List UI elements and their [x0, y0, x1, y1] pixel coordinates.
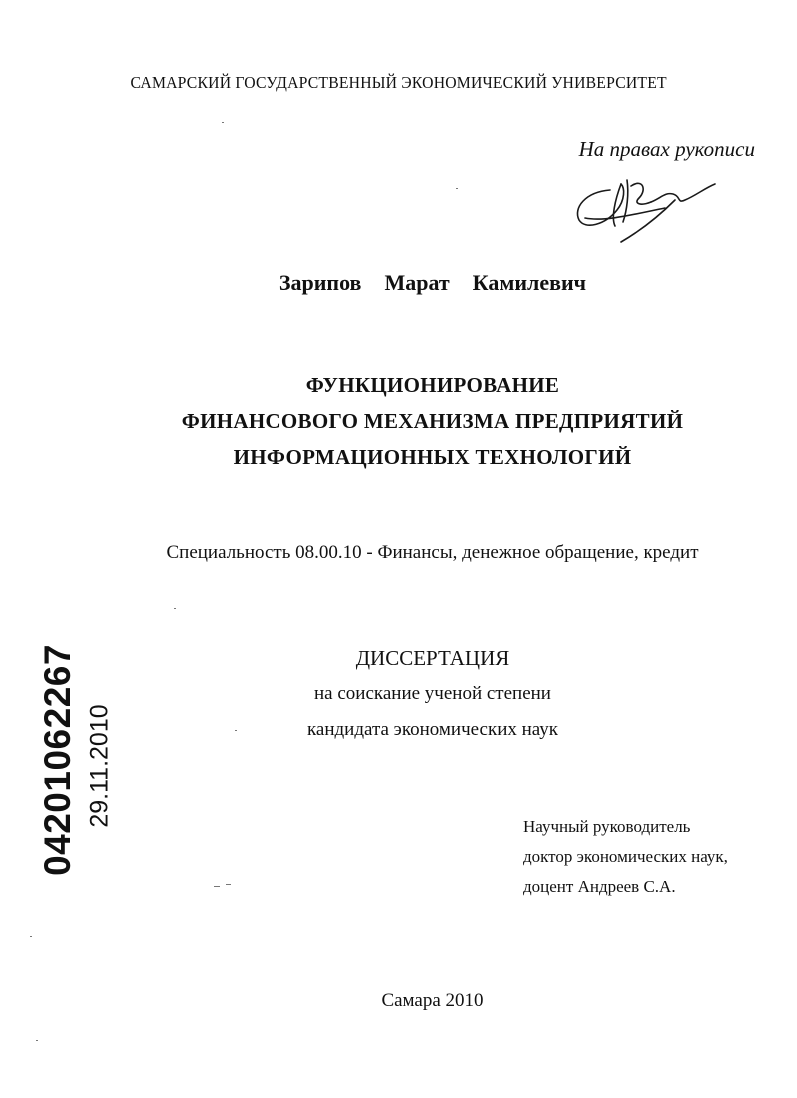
- supervisor-block: [523, 812, 728, 902]
- manuscript-note: На правах рукописи: [578, 137, 755, 161]
- scan-speck: [30, 936, 32, 937]
- signature-image: [565, 170, 725, 255]
- scan-speck: [214, 886, 220, 887]
- city-year: Самара 2010: [381, 990, 484, 1011]
- scan-speck: [36, 1040, 38, 1041]
- supervisor-degree: доктор экономических наук,: [523, 847, 728, 866]
- degree-line-1: на соискание ученой степени: [314, 683, 551, 704]
- title-line: ИНФОРМАЦИОННЫХ ТЕХНОЛОГИЙ: [233, 445, 632, 469]
- scan-speck: [222, 122, 224, 123]
- supervisor-role: Научный руководитель: [523, 817, 691, 836]
- title-line: ФИНАНСОВОГО МЕХАНИЗМА ПРЕДПРИЯТИЙ: [181, 409, 684, 433]
- dissertation-title: [0, 367, 797, 475]
- author-name: Зарипов Марат Камилевич: [278, 270, 587, 295]
- university-name: САМАРСКИЙ ГОСУДАРСТВЕННЫЙ ЭКОНОМИЧЕСКИЙ УНИВЕРСИТЕТ: [130, 73, 667, 92]
- library-stamp-number: 04201062267: [37, 644, 78, 876]
- supervisor-name: доцент Андреев С.А.: [523, 877, 676, 896]
- title-line: ФУНКЦИОНИРОВАНИЕ: [305, 373, 560, 397]
- scan-speck: [235, 730, 237, 731]
- scan-speck: [226, 884, 231, 885]
- scan-speck: [174, 608, 176, 609]
- scan-speck: [456, 188, 458, 189]
- degree-line-2: кандидата экономических наук: [306, 719, 559, 740]
- dissertation-block: [0, 640, 797, 748]
- dissertation-heading: ДИССЕРТАЦИЯ: [355, 646, 510, 670]
- specialty-line: Специальность 08.00.10 - Финансы, денежное обращение, кредит: [166, 542, 699, 563]
- library-stamp-date: 29.11.2010: [85, 704, 114, 828]
